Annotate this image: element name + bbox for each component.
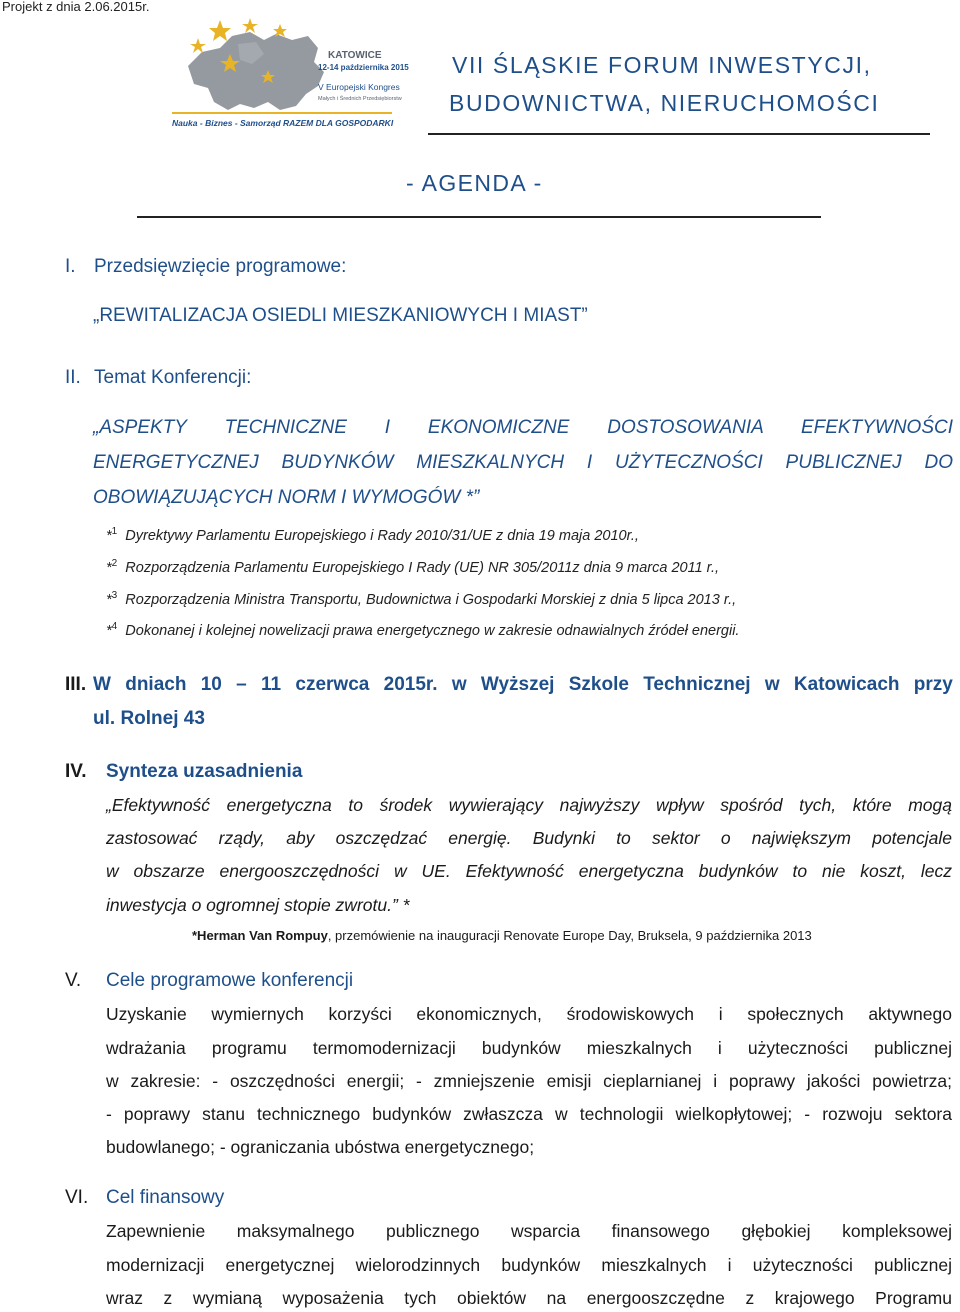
congress-logo: [168, 14, 409, 132]
logo-tagline: Nauka - Biznes - Samorząd RAZEM DLA GOSPODARKI: [172, 118, 394, 128]
section-1-number: I.: [65, 256, 76, 277]
goals-line-4: - poprawy stanu technicznego budynków zwłaszcza w technologii wielkopłytowej; - rozwoju sektora: [106, 1104, 952, 1124]
section-2-number: II.: [65, 367, 81, 388]
section-6-heading: Cel finansowy: [106, 1187, 225, 1208]
header-divider: [428, 133, 930, 135]
finance-line-1: Zapewnienie maksymalnego publicznego wsparcia finansowego głębokiej kompleksowej: [106, 1221, 952, 1241]
section-3-number: III.: [65, 674, 87, 695]
quote-line-4: inwestycja o ogromnej stopie zwrotu.” *: [106, 895, 410, 915]
agenda-heading: - AGENDA -: [406, 170, 543, 196]
section-1-heading: Przedsięwzięcie programowe:: [94, 256, 347, 277]
section-3-line-2: ul. Rolnej 43: [93, 708, 205, 729]
section-3-line-1: W dniach 10 – 11 czerwca 2015r. w Wyższej Szkole Technicznej w Katowicach przy: [93, 674, 953, 695]
section-2-heading: Temat Konferencji:: [94, 367, 252, 388]
footnote-2: *$^2$ Rozporządzenia Parlamentu Europejskiego I Rady (UE) NR 305/2011z dnia 9 marca 2011 r.,: [106, 558, 720, 576]
goals-line-2: wdrażania programu termomodernizacji budynków mieszkalnych i użyteczności publicznej: [106, 1038, 952, 1058]
logo-city: KATOWICE: [328, 50, 382, 61]
section-5-number: V.: [65, 970, 82, 991]
topic-line-1: „ASPEKTY TECHNICZNE I EKONOMICZNE DOSTOSOWANIA EFEKTYWNOŚCI: [93, 417, 953, 438]
section-5-heading: Cele programowe konferencji: [106, 970, 354, 991]
footnote-3: *$^3$ Rozporządzenia Ministra Transportu, Budownictwa i Gospodarki Morskiej z dnia 5 lipca 2013 r.,: [106, 590, 737, 608]
topic-line-3: OBOWIĄZUJĄCYCH NORM I WYMOGÓW *”: [93, 487, 480, 508]
goals-line-3: w zakresie: - oszczędności energii; - zmniejszenie emisji cieplarnianej i poprawy jakości powietrza;: [106, 1071, 952, 1091]
goals-line-5: budowlanego; - ograniczania ubóstwa energetycznego;: [106, 1137, 535, 1157]
quote-line-3: w obszarze energooszczędności w UE. Efektywność energetyczna budynków to nie koszt, lecz: [106, 861, 952, 881]
goals-line-1: Uzyskanie wymiernych korzyści ekonomicznych, środowiskowych i społecznych aktywnego: [106, 1004, 952, 1024]
footnote-4: *$^4$ Dokonanej i kolejnej nowelizacji prawa energetycznego w zakresie odnawialnych źródeł energii.: [106, 621, 740, 639]
section-6-number: VI.: [65, 1187, 89, 1208]
finance-line-2: modernizacji energetycznej wielorodzinnych budynków mieszkalnych i użyteczności publicznej: [106, 1255, 952, 1275]
logo-congress: V Europejski Kongres: [318, 82, 400, 92]
section-1-subheading: „REWITALIZACJA OSIEDLI MIESZKANIOWYCH I MIAST”: [93, 305, 588, 326]
finance-line-3: wraz z wymianą wyposażenia tych obiektów na energooszczędne z krajowego Programu: [106, 1288, 952, 1308]
forum-title-line1: VII ŚLĄSKIE FORUM INWESTYCJI,: [452, 52, 872, 78]
quote-citation: *Herman Van Rompuy, przemówienie na inauguracji Renovate Europe Day, Bruksela, 9 października 2013: [192, 928, 812, 943]
quote-line-2: zastosować rządy, aby oszczędzać energię. Budynki to sektor o największym potencjale: [106, 828, 952, 848]
logo-congress-sub: Małych i Średnich Przedsiębiorstw: [318, 96, 402, 102]
forum-title-line2: BUDOWNICTWA, NIERUCHOMOŚCI: [449, 90, 880, 116]
quote-line-1: „Efektywność energetyczna to środek wywierający najwyższy wpływ spośród tych, które mogą: [106, 795, 952, 815]
footnote-1: *$^1$ Dyrektywy Parlamentu Europejskiego i Rady 2010/31/UE z dnia 19 maja 2010r.,: [106, 526, 639, 544]
topic-line-2: ENERGETYCZNEJ BUDYNKÓW MIESZKALNYCH I UŻYTECZNOŚCI PUBLICZNEJ DO: [93, 452, 953, 473]
section-4-number: IV.: [65, 761, 87, 782]
logo-dates: 12-14 października 2015: [318, 63, 409, 72]
project-date-note: Projekt z dnia 2.06.2015r.: [2, 0, 150, 14]
agenda-divider: [137, 216, 821, 218]
section-4-heading: Synteza uzasadnienia: [106, 761, 303, 782]
